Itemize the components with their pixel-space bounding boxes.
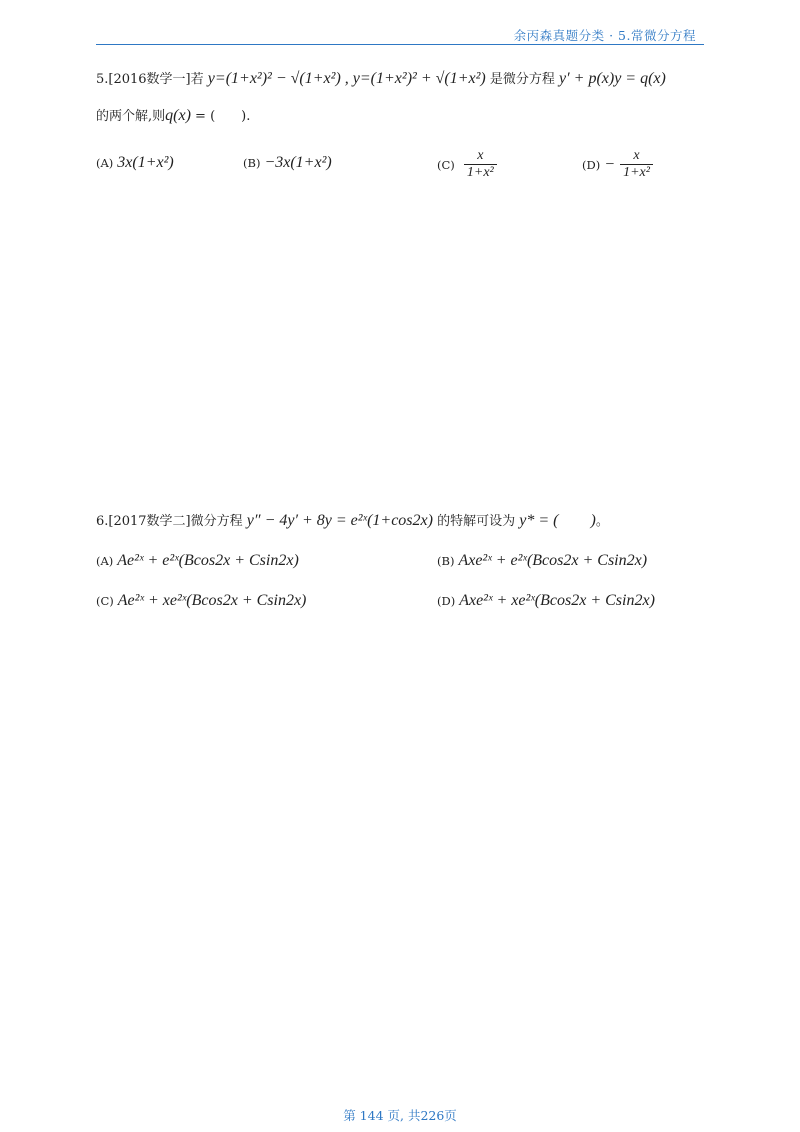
page-footer (0, 1106, 800, 1124)
option-fraction (464, 148, 497, 181)
option-expr: Ae²ˣ + e²ˣ(Bcos2x + Csin2x) (117, 552, 299, 569)
option-expr: −3x(1+x²) (264, 154, 332, 171)
problem-5-option-b[interactable] (243, 152, 332, 172)
page-header (96, 22, 704, 45)
option-label: (C) (96, 594, 114, 608)
problem-5-mid: 是微分方程 (489, 72, 555, 87)
problem-6-mid: 的特解可设为 (437, 514, 516, 529)
fraction-numerator: x (477, 148, 484, 163)
option-expr: 3x(1+x²) (117, 154, 174, 171)
option-label: (A) (96, 156, 114, 170)
option-expr: Axe²ˣ + e²ˣ(Bcos2x + Csin2x) (458, 552, 648, 569)
page-number: 第 144 页, 共226页 (343, 1108, 457, 1123)
option-label: (B) (437, 554, 455, 568)
problem-5-source: [2016数学一] (108, 72, 191, 87)
problem-6-number: 6. (96, 514, 109, 529)
problem-5-option-d[interactable] (582, 148, 653, 181)
problem-6-line-1 (96, 510, 609, 533)
problem-5-equation: y′ + p(x)y = q(x) (559, 70, 666, 87)
option-label: (B) (243, 156, 261, 170)
option-expr: Ae²ˣ + xe²ˣ(Bcos2x + Csin2x) (117, 592, 307, 609)
problem-6-option-a[interactable] (96, 550, 299, 570)
problem-5-number: 5. (96, 72, 109, 87)
problem-5-q: q(x) (165, 107, 191, 124)
option-expr: Axe²ˣ + xe²ˣ(Bcos2x + Csin2x) (459, 592, 655, 609)
problem-6-option-c[interactable] (96, 590, 306, 610)
problem-5-prefix: 若 (190, 72, 204, 87)
problem-5-line-1 (96, 68, 666, 91)
problem-6-prefix: 微分方程 (190, 514, 243, 529)
option-label: (A) (96, 554, 114, 568)
problem-5-line2-end: = ( ). (190, 109, 251, 124)
option-label: (D) (582, 158, 601, 172)
header-title: 余丙森真题分类 · 5.常微分方程 (513, 28, 696, 43)
fraction-denominator: 1+x² (464, 164, 497, 181)
problem-5 (96, 68, 666, 128)
option-label: (D) (437, 594, 456, 608)
problem-5-line-2 (96, 105, 666, 128)
option-sign: − (604, 156, 615, 173)
problem-5-option-a[interactable] (96, 152, 174, 172)
problem-6-end: 。 (595, 514, 609, 529)
problem-6-equation: y″ − 4y′ + 8y = e²ˣ(1+cos2x) (246, 512, 433, 529)
problem-5-solutions: y=(1+x²)² − √(1+x²) , y=(1+x²)² + √(1+x²) (207, 70, 486, 87)
fraction-numerator: x (633, 148, 640, 163)
problem-6-option-b[interactable] (437, 550, 647, 570)
problem-5-line2-text: 的两个解,则 (96, 109, 166, 124)
problem-6-option-d[interactable] (437, 590, 655, 610)
problem-5-option-c[interactable] (437, 148, 497, 181)
option-label: (C) (437, 158, 455, 172)
option-fraction (620, 148, 653, 181)
problem-6-source: [2017数学二] (108, 514, 191, 529)
problem-6-particular: y* = ( ) (519, 512, 596, 529)
fraction-denominator: 1+x² (620, 164, 653, 181)
problem-6 (96, 510, 609, 533)
